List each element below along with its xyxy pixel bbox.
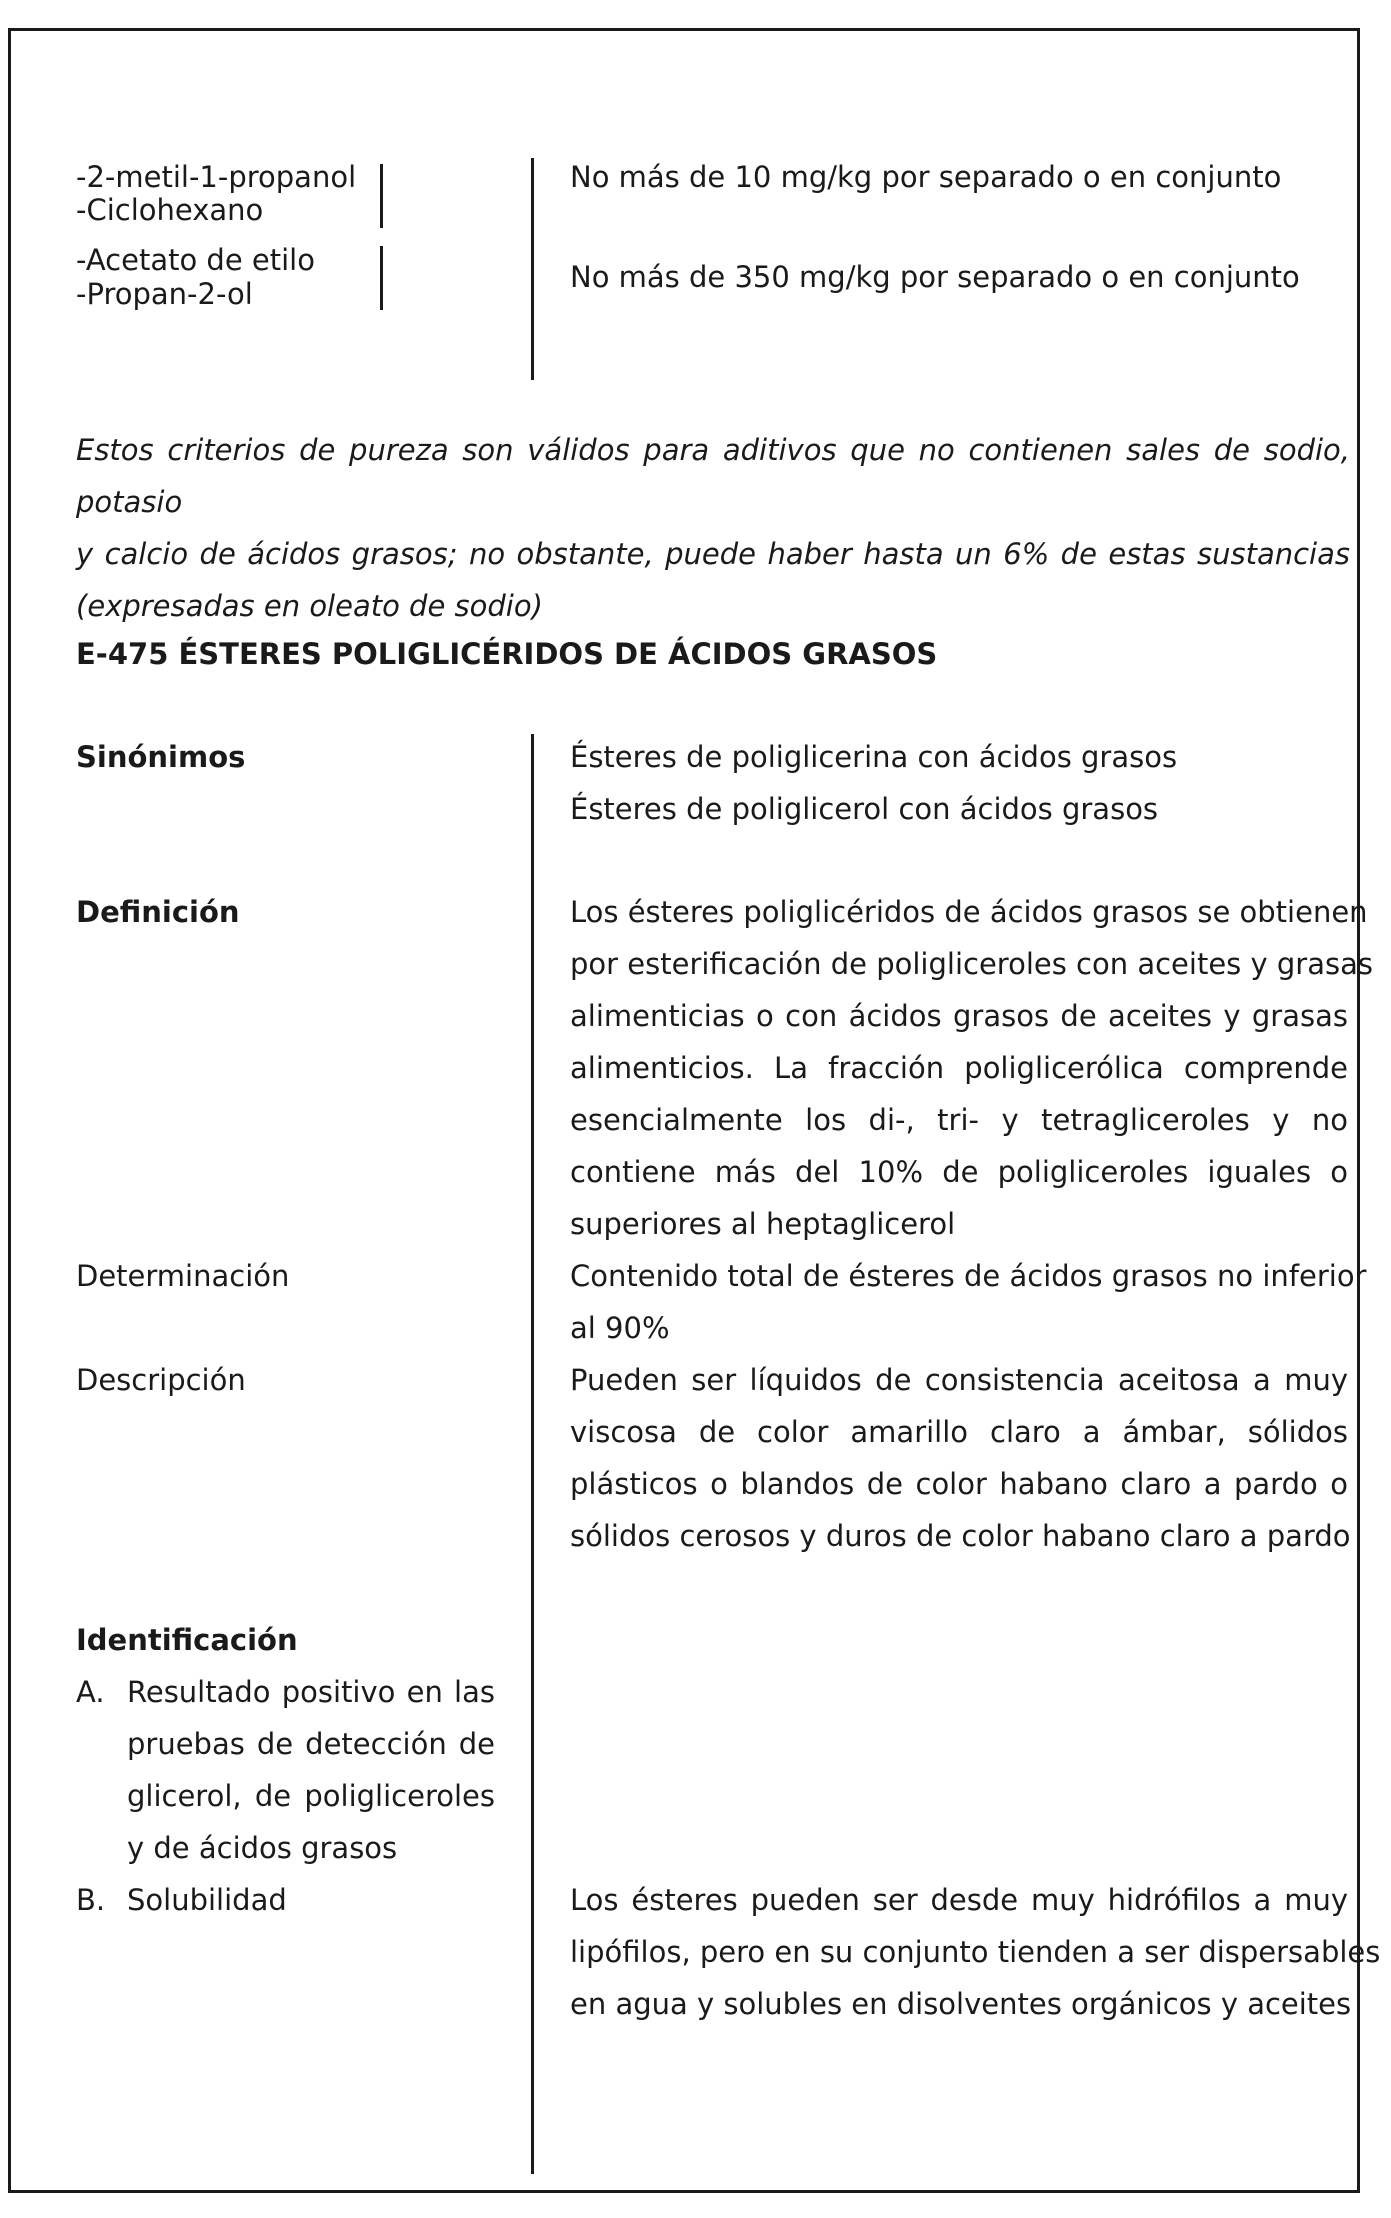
text-line: por esterificación de poligliceroles con aceites y grasas xyxy=(570,947,1373,981)
solvent-item: -Ciclohexano xyxy=(76,193,264,227)
definicion-label: Definición xyxy=(76,895,240,929)
text-line: y de ácidos grasos xyxy=(127,1831,398,1865)
note-line: Estos criterios de pureza son válidos para aditivos que no contienen sales de sodio, potasio xyxy=(76,433,1350,519)
text-line: esencialmente los di-, tri- y tetragliceroles y no xyxy=(570,1103,1348,1137)
text-line: Resultado positivo en las xyxy=(127,1675,495,1709)
text-line: Los ésteres poliglicéridos de ácidos grasos se obtienen xyxy=(570,895,1368,929)
text-line: pruebas de detección de xyxy=(127,1727,495,1761)
bracket-line xyxy=(380,164,383,228)
text-line: Los ésteres pueden ser desde muy hidrófilos a muy xyxy=(570,1883,1348,1917)
solvent-item: -2-metil-1-propanol xyxy=(76,160,357,194)
purity-note xyxy=(76,424,1350,632)
text-line: Pueden ser líquidos de consistencia aceitosa a muy xyxy=(570,1363,1348,1397)
descripcion-label: Descripción xyxy=(76,1363,246,1397)
sinonimos-text xyxy=(570,731,1348,835)
determinacion-text xyxy=(570,1250,1367,1354)
identificacion-a-text xyxy=(127,1666,495,1874)
text-line: en agua y solubles en disolventes orgánicos y aceites xyxy=(570,1987,1352,2021)
text-line: alimenticias o con ácidos grasos de aceites y grasas xyxy=(570,999,1348,1033)
text-line: plásticos o blandos de color habano claro a pardo o xyxy=(570,1467,1348,1501)
column-divider xyxy=(531,734,534,2174)
solvent-limit: No más de 350 mg/kg por separado o en conjunto xyxy=(570,260,1300,294)
solvent-item: -Acetato de etilo xyxy=(76,243,315,277)
descripcion-text xyxy=(570,1354,1351,1562)
column-divider xyxy=(531,158,534,380)
note-line: y calcio de ácidos grasos; no obstante, puede haber hasta un 6% de estas sustancias xyxy=(76,537,1350,571)
text-line: alimenticios. La fracción poliglicerólica comprende xyxy=(570,1051,1348,1085)
text-line: al 90% xyxy=(570,1311,670,1345)
solvent-item: -Propan-2-ol xyxy=(76,277,253,311)
identificacion-label: Identificación xyxy=(76,1623,298,1657)
text-line: superiores al heptaglicerol xyxy=(570,1207,956,1241)
section-heading: E-475 ÉSTERES POLIGLICÉRIDOS DE ÁCIDOS GRASOS xyxy=(76,637,938,671)
text-line: viscosa de color amarillo claro a ámbar, sólidos xyxy=(570,1415,1348,1449)
text-line: Ésteres de poliglicerol con ácidos grasos xyxy=(570,792,1159,826)
note-line: (expresadas en oleato de sodio) xyxy=(76,589,543,623)
bracket-line xyxy=(380,246,383,310)
definicion-text xyxy=(570,886,1373,1250)
text-line: contiene más del 10% de poligliceroles iguales o xyxy=(570,1155,1348,1189)
text-line: sólidos cerosos y duros de color habano claro a pardo xyxy=(570,1519,1351,1553)
determinacion-label: Determinación xyxy=(76,1259,290,1293)
list-marker-a: A. xyxy=(76,1675,105,1709)
sinonimos-label: Sinónimos xyxy=(76,740,246,774)
solubilidad-label: Solubilidad xyxy=(127,1883,287,1917)
list-marker-b: B. xyxy=(76,1883,106,1917)
text-line: Contenido total de ésteres de ácidos grasos no inferior xyxy=(570,1259,1367,1293)
text-line: glicerol, de poligliceroles xyxy=(127,1779,495,1813)
text-line: Ésteres de poliglicerina con ácidos grasos xyxy=(570,740,1178,774)
text-line: lipófilos, pero en su conjunto tienden a ser dispersables xyxy=(570,1935,1381,1969)
solvent-limit: No más de 10 mg/kg por separado o en conjunto xyxy=(570,160,1282,194)
solubilidad-text xyxy=(570,1874,1381,2030)
